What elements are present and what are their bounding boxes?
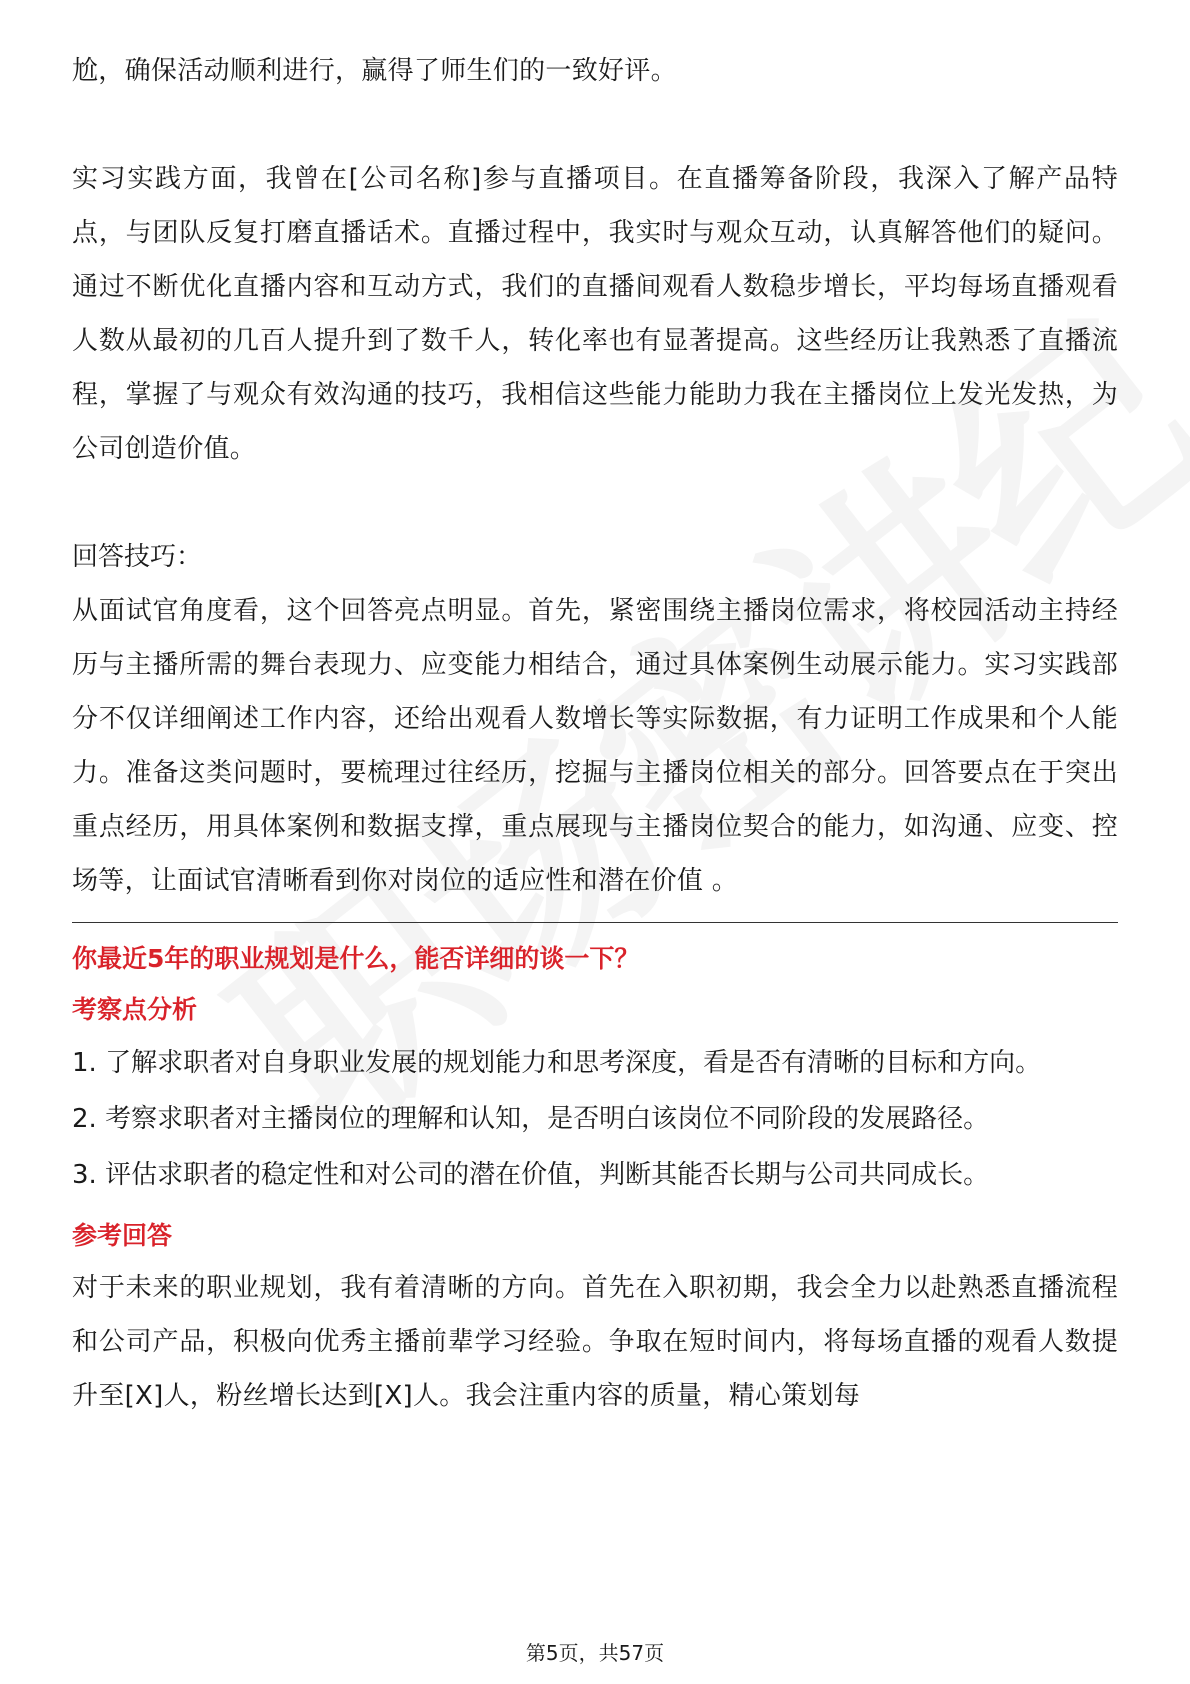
page-number: 第5页，共57页 bbox=[525, 1641, 665, 1665]
question-title: 你最近5年的职业规划是什么，能否详细的谈一下？ bbox=[72, 944, 640, 973]
reference-paragraph: 对于未来的职业规划，我有着清晰的方向。首先在入职初期，我会全力以赴熟悉直播流程和公司产品，积极向优秀主播前辈学习经验。争取在短时间内，将每场直播的观看人数提升至[X]人，粉丝增长达到[X]人。我会注重内容的质量，精心策划每 bbox=[72, 1273, 1118, 1411]
tips-label: 回答技巧： bbox=[72, 542, 203, 572]
analysis-item-1: 1. 了解求职者对自身职业发展的规划能力和思考深度，看是否有清晰的目标和方向。 bbox=[72, 1048, 1042, 1078]
analysis-item-3: 3. 评估求职者的稳定性和对公司的潜在价值，判断其能否长期与公司共同成长。 bbox=[72, 1160, 990, 1190]
tips-paragraph: 从面试官角度看，这个回答亮点明显。首先，紧密围绕主播岗位需求，将校园活动主持经历与主播所需的舞台表现力、应变能力相结合，通过具体案例生动展示能力。实习实践部分不仅详细阐述工作内容，还给出观看人数增长等实际数据，有力证明工作成果和个人能力。准备这类问题时，要梳理过往经历，挖掘与主播岗位相关的部分。回答要点在于突出重点经历，用具体案例和数据支撑，重点展现与主播岗位契合的能力，如沟通、应变、控场等，让面试官清晰看到你对岗位的适应性和潜在价值 。 bbox=[72, 596, 1118, 896]
paragraph-intro-end: 尬，确保活动顺利进行，赢得了师生们的一致好评。 bbox=[72, 56, 677, 86]
section-divider bbox=[72, 922, 1118, 923]
analysis-item-2: 2. 考察求职者对主播岗位的理解和认知，是否明白该岗位不同阶段的发展路径。 bbox=[72, 1104, 990, 1134]
analysis-heading: 考察点分析 bbox=[72, 995, 198, 1024]
paragraph-internship: 实习实践方面，我曾在[公司名称]参与直播项目。在直播筹备阶段，我深入了解产品特点，与团队反复打磨直播话术。直播过程中，我实时与观众互动，认真解答他们的疑问。通过不断优化直播内容和互动方式，我们的直播间观看人数稳步增长，平均每场直播观看人数从最初的几百人提升到了数千人，转化率也有显著提高。这些经历让我熟悉了直播流程，掌握了与观众有效沟通的技巧，我相信这些能力能助力我在主播岗位上发光发热，为公司创造价值。 bbox=[72, 164, 1118, 464]
page-content bbox=[72, 44, 1118, 1423]
reference-heading: 参考回答 bbox=[72, 1221, 173, 1250]
